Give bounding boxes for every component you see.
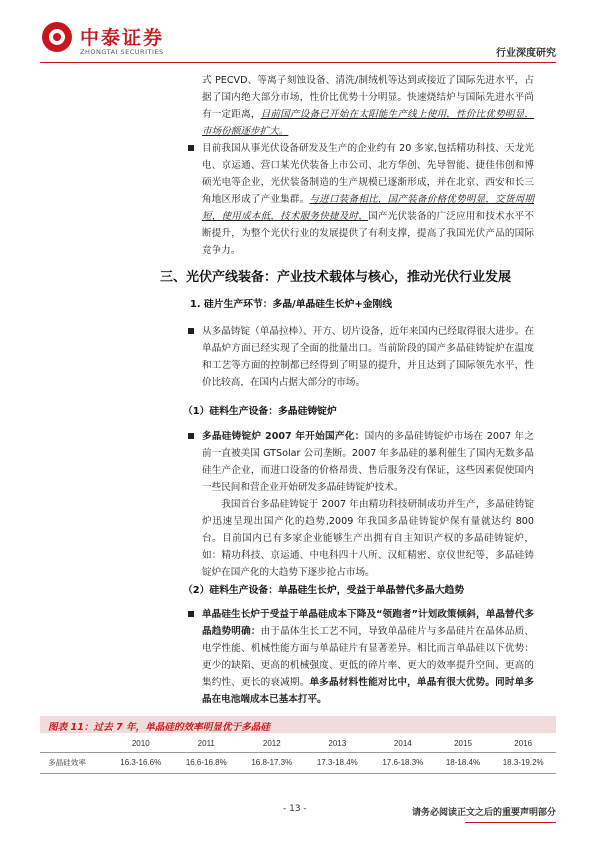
footer-disclaimer: 请务必阅读正文之后的重要声明部分 [411, 808, 556, 818]
table-cell: 18.3-19.2% [502, 757, 544, 767]
year-header: 2010 [108, 735, 174, 752]
bullet1-text: 目前我国从事光伏设备研发及生产的企业约有 20 多家,包括精功科技、天龙光电、京运通、营口某光伏装备上市公司、北方华创、先导智能、捷佳伟创和博硕光电等企业，光伏装备制造的生产规模已逐渐形成，并在北京、西安和长三角地区形成了产业集群。 [202, 143, 534, 205]
bullet4-bold-end: 单多晶材料性能对比中，单晶有很大优势。同时单多晶在电池端成本已基本打平。 [202, 677, 534, 705]
ingot-furnace-history-paragraph [202, 496, 534, 581]
subsection-title-wafer: 1. 硅片生产环节：多晶/单晶硅生长炉+金刚线 [190, 299, 393, 310]
bullet2-text: 从多晶铸锭（单晶拉棒）、开方、切片设备，近年来国内已经取得很大进步。在单晶炉方面已经实现了全面的批量出口。当前阶段的国产多晶硅铸锭炉在温度和工艺等方面的控制都已经得到了明显的提升，并且达到了国际领先水平，性价比较高，在国内占据大部分的市场。 [202, 326, 534, 388]
bullet-ingot-equipment [188, 323, 534, 391]
row-label: 多晶硅效率 [48, 757, 86, 767]
bullet4-text: 由于晶体生长工艺不同，导致单晶硅片与多晶硅片在晶体品质、电学性能、机械性能方面与单晶硅片有显著差异。相比而言单晶硅以下优势：更少的缺陷、更高的机械强度、更低的碎片率、更大的效率提升空间、更高的集约性、更长的衰减期。 [202, 626, 535, 688]
report-type: 行业深度研究 [496, 48, 556, 59]
year-header: 2014 [370, 735, 436, 752]
year-header: 2011 [174, 735, 240, 752]
table-cell: 16.3-16.6% [120, 757, 162, 767]
bullet-equipment-enterprises [188, 140, 534, 259]
bullet1-tail: 国产光伏装备的广泛应用和技术水平不断提升，为整个光伏行业的发展提供了有利支撑，提高了我国光伏产品的国际竞争力。 [202, 211, 535, 256]
subsection-title-mono-furnace: （2）硅料生产设备：单晶硅生长炉，受益于单晶替代多晶大趋势 [183, 585, 465, 596]
subsection-title-ingot-furnace: （1）硅料生产设备：多晶硅铸锭炉 [183, 406, 337, 417]
year-header: 2012 [239, 735, 305, 752]
table-cell: 18-18.4% [445, 757, 481, 767]
bullet3-bold: 多晶硅铸锭炉 2007 年开始国产化： [202, 431, 365, 442]
efficiency-table [40, 735, 556, 772]
continuation-text: 式 PECVD、等离子刻蚀设备、清洗/制绒机等达到或接近了国际先进水平，占据了国内绝大部分市场，性价比优势十分明显。快速烧结炉与国际先进水平尚有一定距离， [202, 75, 534, 120]
bullet-mono-replacing-multi [188, 606, 534, 708]
year-header: 2015 [436, 735, 491, 752]
bullet-square-icon [188, 145, 194, 151]
table-bottom-rule [40, 773, 556, 774]
bullet3-text: 国内的多晶硅铸锭炉市场在 2007 年之前一直被美国 GTSolar 公司垄断。2007 年多晶硅的暴利催生了国内无数多晶硅生产企业，而进口设备的价格昂贵、售后服务没有保证，这些因素促使国内一些民间和营企业开始研发多晶硅铸锭炉技术。 [202, 431, 534, 493]
section-title: 三、光伏产线装备：产业技术载体与核心，推动光伏行业发展 [160, 270, 512, 285]
table-header-row [40, 735, 556, 752]
para3-text: 我国首台多晶硅铸锭于 2007 年由精功科技研制成功并生产，多晶硅铸锭炉迅速呈现出国产化的趋势,2009 年我国多晶硅铸锭炉保有量就达约 800 台。目前国内已有多家企业能够生产出拥有自主知识产权的多晶硅铸锭炉，如：精功科技、京运通、中电科四十八所、汉虹精密、京仪世纪等，多晶硅铸锭炉在国产化的大趋势下逐步抢占市场。 [202, 499, 534, 578]
bullet4-bold: 单晶硅生长炉于受益于单晶硅成本下降及“领跑者”计划政策倾斜，单晶替代多晶趋势明确： [202, 609, 534, 637]
table-corner [40, 735, 108, 752]
company-logo [42, 22, 192, 62]
table-row [40, 752, 556, 772]
logo-chinese-name: 中泰证券 [80, 27, 165, 49]
bullet-square-icon [188, 433, 194, 439]
bullet-square-icon [188, 611, 194, 617]
continuation-emphasis: 目前国产设备已开始在太阳能生产线上使用，性价比优势明显，市场份额逐步扩大。 [202, 109, 535, 137]
header-divider [40, 62, 556, 63]
figure-title: 图表 11：过去 7 年，单晶硅的效率明显优于多晶硅 [48, 722, 270, 733]
bullet-square-icon [188, 328, 194, 334]
year-header: 2013 [305, 735, 371, 752]
table-cell: 17.3-18.4% [316, 757, 358, 767]
year-header: 2016 [490, 735, 556, 752]
table-cell: 16.6-16.8% [185, 757, 227, 767]
bullet-ingot-furnace-localization [188, 428, 534, 496]
logo-english-name: ZHONGTAI SECURITIES [80, 48, 164, 56]
page-number: - 13 - [283, 804, 307, 814]
logo-mark-icon [42, 22, 72, 52]
table-cell: 16.8-17.3% [251, 757, 293, 767]
page-header [0, 0, 595, 70]
bullet1-emphasis: 与进口装备相比，国产装备价格优势明显，交货周期短，使用成本低，技术服务快捷及时， [202, 194, 534, 222]
table-cell: 17.6-18.3% [382, 757, 424, 767]
continuation-paragraph [202, 72, 534, 140]
footer-divider [465, 822, 556, 823]
